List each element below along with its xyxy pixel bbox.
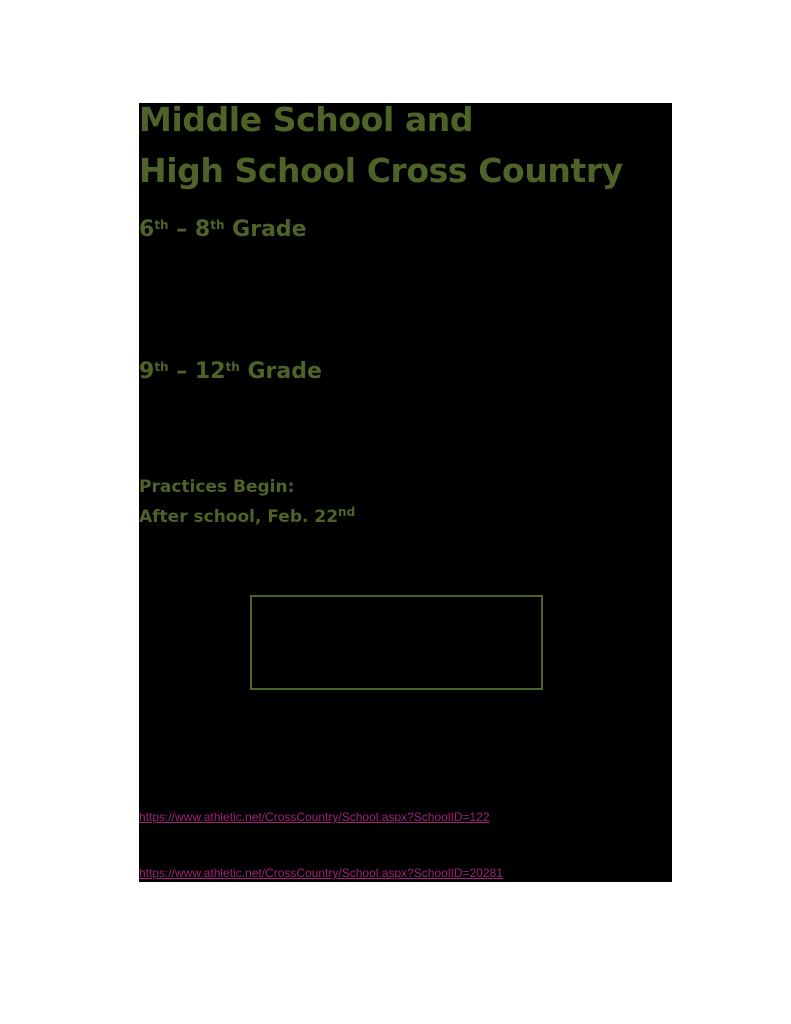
grade-to-suffix: th [225,360,240,374]
practices-label: Practices Begin: [139,477,295,497]
grade-word: Grade [224,217,307,242]
grade-from-suffix: th [154,360,169,374]
grade-from-suffix: th [154,218,169,232]
practices-date-suffix: nd [338,505,356,519]
grade-from: 6 [139,217,155,242]
title-line-2: High School Cross Country [139,151,623,190]
grade-to-suffix: th [210,218,225,232]
grade-word: Grade [239,359,322,384]
grade-dash: – [168,359,195,384]
title-line-1: Middle School and [139,100,474,139]
high-school-athletic-link[interactable]: https://www.athletic.net/CrossCountry/School.aspx?SchoolID=20281 [139,866,503,880]
grade-from: 9 [139,359,155,384]
practices-date-text: After school, Feb. 22 [139,507,339,527]
grade-dash: – [168,217,195,242]
grade-to: 8 [194,217,211,242]
middle-school-athletic-link[interactable]: https://www.athletic.net/CrossCountry/School.aspx?SchoolID=122 [139,810,490,824]
grade-to: 12 [194,359,226,384]
high-school-grade-heading [139,359,322,385]
middle-school-grade-heading [139,217,307,243]
outlined-box [250,595,543,690]
practices-date [139,506,355,528]
